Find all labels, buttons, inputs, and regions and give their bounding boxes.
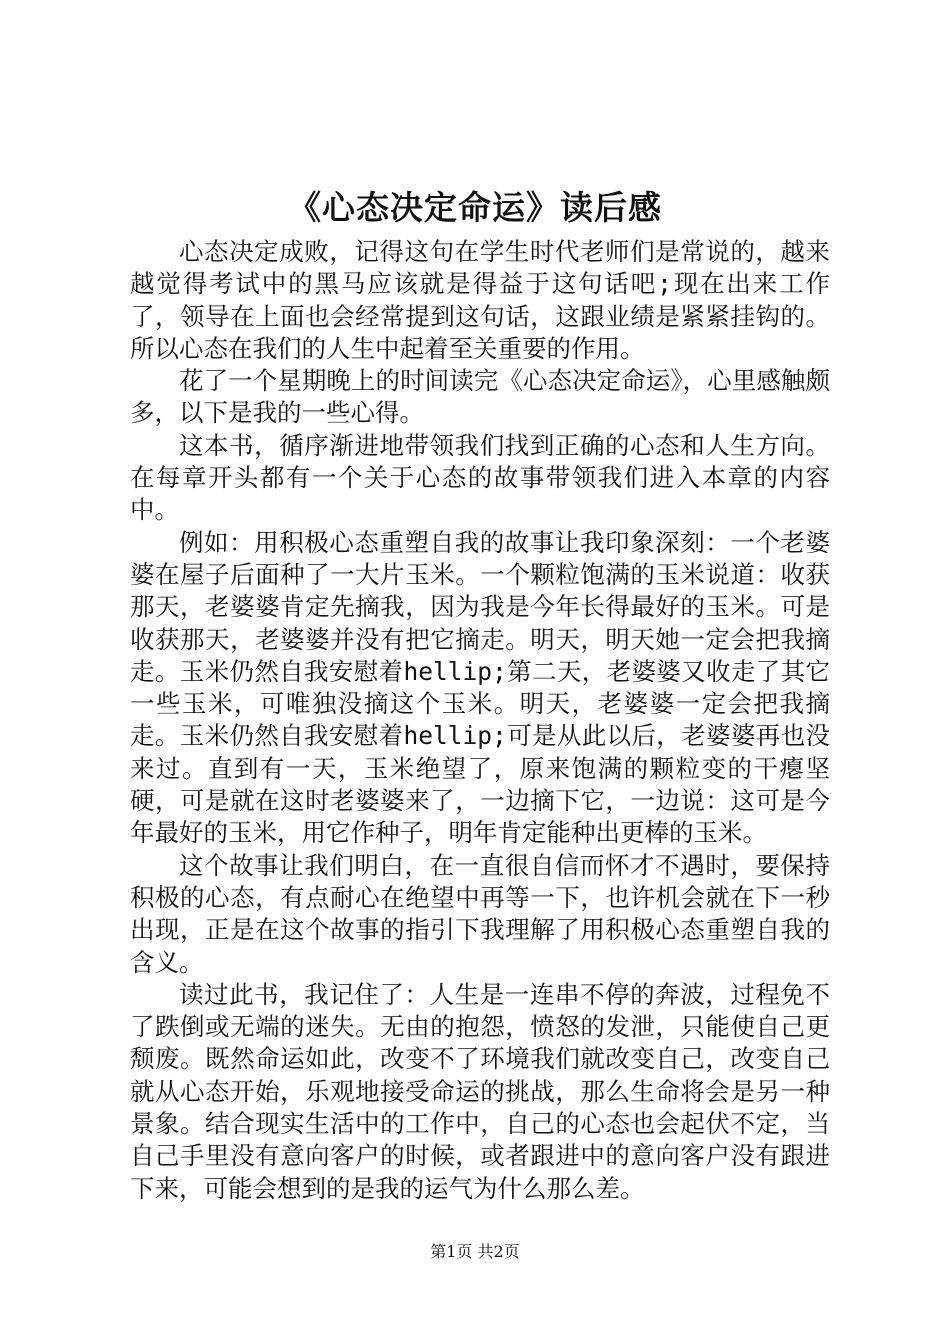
paragraph: 花了一个星期晚上的时间读完《心态决定命运》，心里感触颇多，以下是我的一些心得。 — [130, 366, 830, 428]
document-body — [130, 236, 830, 1205]
paragraph: 这个故事让我们明白，在一直很自信而怀才不遇时，要保持积极的心态，有点耐心在绝望中再等一下，也许机会就在下一秒出现，正是在这个故事的指引下我理解了用积极心态重塑自我的含义。 — [130, 850, 830, 977]
page-number-footer: 第1页 共2页 — [430, 1242, 520, 1261]
paragraph: 例如：用积极心态重塑自我的故事让我印象深刻：一个老婆婆在屋子后面种了一大片玉米。一个颗粒饱满的玉米说道：收获那天，老婆婆肯定先摘我，因为我是今年长得最好的玉米。可是收获那天，老婆婆并没有把它摘走。明天，明天她一定会把我摘走。玉米仍然自我安慰着hellip;第二天，老婆婆又收走了其它一些玉米，可唯独没摘这个玉米。明天，老婆婆一定会把我摘走。玉米仍然自我安慰着hellip;可是从此以后，老婆婆再也没来过。直到有一天，玉米绝望了，原来饱满的颗粒变的干瘪坚硬，可是就在这时老婆婆来了，一边摘下它，一边说：这可是今年最好的玉米，用它作种子，明年肯定能种出更棒的玉米。 — [130, 527, 830, 848]
paragraph: 这本书，循序渐进地带领我们找到正确的心态和人生方向。在每章开头都有一个关于心态的故事带领我们进入本章的内容中。 — [130, 430, 830, 525]
paragraph: 心态决定成败，记得这句在学生时代老师们是常说的，越来越觉得考试中的黑马应该就是得益于这句话吧;现在出来工作了，领导在上面也会经常提到这句话，这跟业绩是紧紧挂钩的。所以心态在我们的人生中起着至关重要的作用。 — [130, 237, 830, 363]
document-title: 《心态决定命运》读后感 — [288, 188, 662, 227]
paragraph: 读过此书，我记住了：人生是一连串不停的奔波，过程免不了跌倒或无端的迷失。无由的抱怨，愤怒的发泄，只能使自己更颓废。既然命运如此，改变不了环境我们就改变自己，改变自己就从心态开始，乐观地接受命运的挑战，那么生命将会是另一种景象。结合现实生活中的工作中，自己的心态也会起伏不定，当自己手里没有意向客户的时候，或者跟进中的意向客户没有跟进下来，可能会想到的是我的运气为什么那么差。 — [130, 979, 830, 1203]
